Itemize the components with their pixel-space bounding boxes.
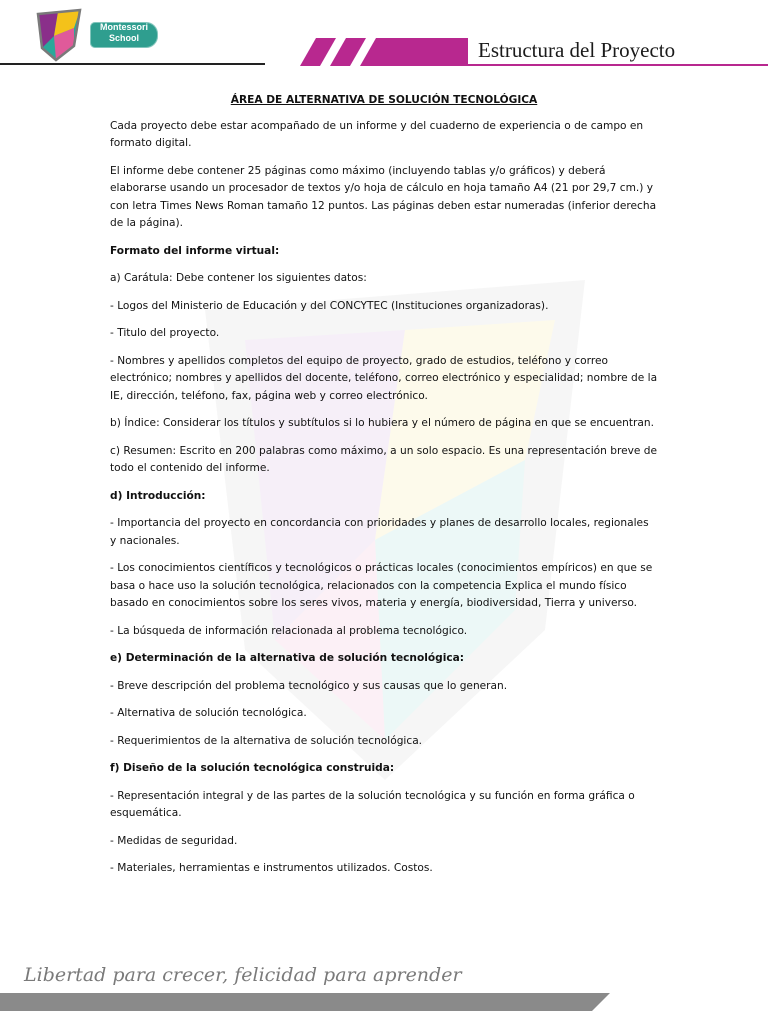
section-heading: Formato del informe virtual: <box>110 244 280 257</box>
paragraph: Cada proyecto debe estar acompañado de un informe y del cuaderno de experiencia o de campo en formato digital. <box>110 119 644 149</box>
section-heading: e) Determinación de la alternativa de solución tecnológica: <box>110 652 465 664</box>
page-title: Estructura del Proyecto <box>478 38 676 62</box>
list-item: - Representación integral y de las partes de la solución tecnológica y su función en forma gráfica o esquemática. <box>110 789 635 819</box>
document-heading: ÁREA DE ALTERNATIVA DE SOLUCIÓN TECNOLÓGICA <box>230 94 538 106</box>
brand-line-1: Montessori <box>99 22 148 32</box>
section-heading: d) Introducción: <box>110 489 206 502</box>
list-item: - Medidas de seguridad. <box>110 834 238 847</box>
paragraph: b) Índice: Considerar los títulos y subtítulos si lo hubiera y el número de página en que se encuentran. <box>110 417 654 429</box>
document-body <box>110 92 658 888</box>
list-item: - Importancia del proyecto en concordancia con prioridades y planes de desarrollo locales, regionales y nacionales. <box>110 517 649 547</box>
school-shield-logo <box>34 8 84 62</box>
list-item: - La búsqueda de información relacionada al problema tecnológico. <box>110 624 468 637</box>
list-item: - Logos del Ministerio de Educación y del CONCYTEC (Instituciones organizadoras). <box>110 299 549 312</box>
list-item: - Materiales, herramientas e instrumentos utilizados. Costos. <box>110 862 433 874</box>
footer-slogan: Libertad para crecer, felicidad para aprender <box>24 964 462 986</box>
brand-line-2: School <box>108 33 139 43</box>
list-item: - Nombres y apellidos completos del equipo de proyecto, grado de estudios, teléfono y correo electrónico; nombres y apellidos del docente, teléfono, correo electrónico y especialidad; nombre de la IE, dirección, teléfono, fax, página web y correo electrónico. <box>110 354 658 402</box>
list-item: - Titulo del proyecto. <box>110 327 220 339</box>
footer-bar <box>0 993 610 1011</box>
header-divider <box>0 63 265 65</box>
paragraph: El informe debe contener 25 páginas como máximo (incluyendo tablas y/o gráficos) y deberá elaborarse usando un procesador de textos y/o hoja de cálculo en hoja tamaño A4 (21 por 29,7 cm.) y con letra Times News Roman tamaño 12 puntos. Las páginas deben estar numeradas (inferior derecha de la página). <box>110 164 657 229</box>
list-item: - Breve descripción del problema tecnológico y sus causas que lo generan. <box>110 679 508 692</box>
list-item: - Alternativa de solución tecnológica. <box>110 707 307 719</box>
paragraph: c) Resumen: Escrito en 200 palabras como máximo, a un solo espacio. Es una representación breve de todo el contenido del informe. <box>110 444 657 474</box>
brand-name <box>90 22 158 48</box>
list-item: - Los conocimientos científicos y tecnológicos o prácticas locales (conocimientos empíricos) en que se basa o hace uso la solución tecnológica, relacionados con la competencia Explica el mundo físico basado en conocimientos sobre los seres vivos, materia y energía, biodiversidad, Tierra y universo. <box>110 562 653 609</box>
paragraph: a) Carátula: Debe contener los siguientes datos: <box>110 272 367 284</box>
section-heading: f) Diseño de la solución tecnológica construida: <box>110 762 395 774</box>
list-item: - Requerimientos de la alternativa de solución tecnológica. <box>110 734 423 747</box>
